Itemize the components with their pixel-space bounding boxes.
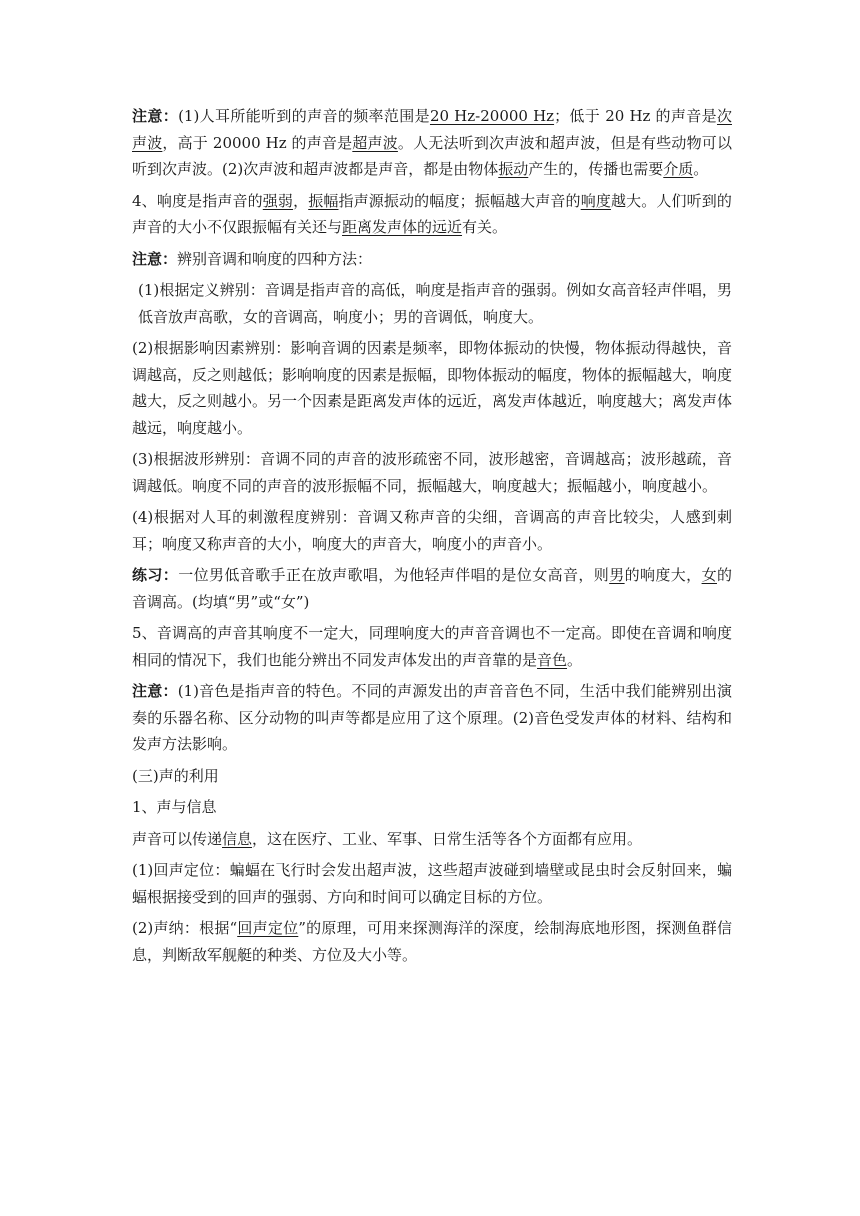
text: ”的原理，可用来探测海洋的深度，绘制海底地形图，探测鱼群信息，判断敌军舰艇的种类、方位及大小等。 (132, 919, 732, 964)
text: 有关。 (462, 218, 508, 236)
text: ；低于 20 Hz 的声音是 (554, 107, 717, 125)
answer-blank: 振幅 (308, 191, 339, 210)
text: 1、声与信息 (132, 798, 217, 816)
answer-blank: 振动 (498, 160, 529, 178)
text: 4、响度是指声音的 (132, 191, 263, 210)
text: 。人无法听到次声波和超声波，但是有些动物可以听到次声波。(2)次声波和超声波都是声音，都是由物体 (132, 133, 732, 178)
paragraph-exercise (132, 562, 732, 615)
answer-blank: 次声波 (132, 107, 732, 152)
paragraph-method-1 (132, 277, 732, 330)
note-label: 注意： (132, 107, 179, 125)
section-heading-uses-of-sound (132, 763, 732, 790)
answer-blank: 男 (609, 566, 625, 584)
answer-blank: 介质 (663, 160, 694, 178)
text: 产生的，传播也需要 (528, 160, 664, 178)
text: 。 (693, 160, 709, 178)
text: 越大。人们听到的声音的大小不仅跟振幅有关还与 (132, 191, 732, 236)
paragraph-method-2 (132, 335, 732, 441)
text: 声音可以传递 (132, 829, 223, 848)
paragraph-note-timbre (132, 678, 732, 758)
answer-blank: 距离发声体的远近 (342, 218, 463, 236)
answer-blank: 回声定位 (237, 919, 299, 937)
text: 辨别音调和响度的四种方法： (177, 249, 373, 268)
text: (三)声的利用 (132, 766, 219, 785)
answer-blank: 响度 (580, 191, 611, 210)
text: (3)根据波形辨别：音调不同的声音的波形疏密不同，波形越密，音调越高；波形越疏，音调越低。响度不同的声音的波形振幅不同，振幅越大，响度越大；振幅越小，响度越小。 (132, 450, 732, 495)
answer-blank: 强弱 (262, 191, 294, 210)
document-page (132, 103, 732, 973)
text: (4)根据对人耳的刺激程度辨别：音调又称声音的尖细，音调高的声音比较尖，人感到刺耳；响度又称声音的大小，响度大的声音大，响度小的声音小。 (132, 508, 732, 553)
text: (1)根据定义辨别：音调是指声音的高低，响度是指声音的强弱。例如女高音轻声伴唱，男低音放声高歌，女的音调高，响度小；男的音调低，响度大。 (138, 281, 732, 326)
text: (1)音色是指声音的特色。不同的声源发出的声音音色不同，生活中我们能辨别出演奏的乐器名称、区分动物的叫声等都是应用了这个原理。(2)音色受发声体的材料、结构和发声方法影响。 (132, 682, 732, 753)
paragraph-loudness (132, 188, 732, 241)
paragraph-timbre (132, 620, 732, 673)
paragraph-note-frequency (132, 103, 732, 183)
text: (2)声纳：根据“ (132, 919, 238, 937)
paragraph-sound-information (132, 826, 732, 853)
text: ，这在医疗、工业、军事、日常生活等各个方面都有应用。 (252, 829, 643, 848)
answer-blank: 20 Hz-20000 Hz (429, 107, 555, 125)
text: 一位男低音歌手正在放声歌唱，为他轻声伴唱的是位女高音，则 (178, 566, 610, 584)
text: 5、音调高的声音其响度不一定大，同理响度大的声音音调也不一定高。即使在音调和响度相同的情况下，我们也能分辨出不同发声体发出的声音靠的是 (132, 624, 732, 669)
text: (1)回声定位：蝙蝠在飞行时会发出超声波，这些超声波碰到墙壁或昆虫时会反射回来，蝙蝠根据接受到的回声的强弱、方向和时间可以确定目标的方位。 (132, 861, 732, 906)
text: ，高于 20000 Hz 的声音是 (162, 133, 353, 152)
paragraph-method-3 (132, 446, 732, 499)
exercise-label: 练习： (132, 566, 179, 584)
text: 的音调高。(均填“男”或“女”) (132, 566, 732, 611)
text: (1)人耳所能听到的声音的频率范围是 (178, 107, 430, 125)
paragraph-note-methods (132, 246, 732, 273)
answer-blank: 信息 (222, 829, 253, 848)
text: (2)根据影响因素辨别：影响音调的因素是频率，即物体振动的快慢，物体振动得越快，音调越高，反之则越低；影响响度的因素是振幅，即物体振动的幅度，物体的振幅越大，响度越大，反之则越小。另一个因素是距离发声体的远近，离发声体越近，响度越大；离发声体越远，响度越小。 (132, 339, 733, 437)
answer-blank: 超声波 (352, 133, 398, 152)
answer-blank: 女 (701, 566, 717, 584)
answer-blank: 音色 (537, 650, 568, 669)
paragraph-echolocation (132, 857, 732, 910)
paragraph-sonar (132, 915, 732, 968)
note-label: 注意： (132, 682, 178, 700)
text: 的响度大， (624, 566, 702, 584)
note-label: 注意： (132, 249, 178, 268)
text: 指声源振动的幅度；振幅越大声音的 (338, 191, 581, 210)
paragraph-method-4 (132, 504, 732, 557)
text: 。 (567, 650, 583, 669)
text: ， (293, 191, 309, 210)
subsection-heading-sound-information (132, 794, 732, 821)
